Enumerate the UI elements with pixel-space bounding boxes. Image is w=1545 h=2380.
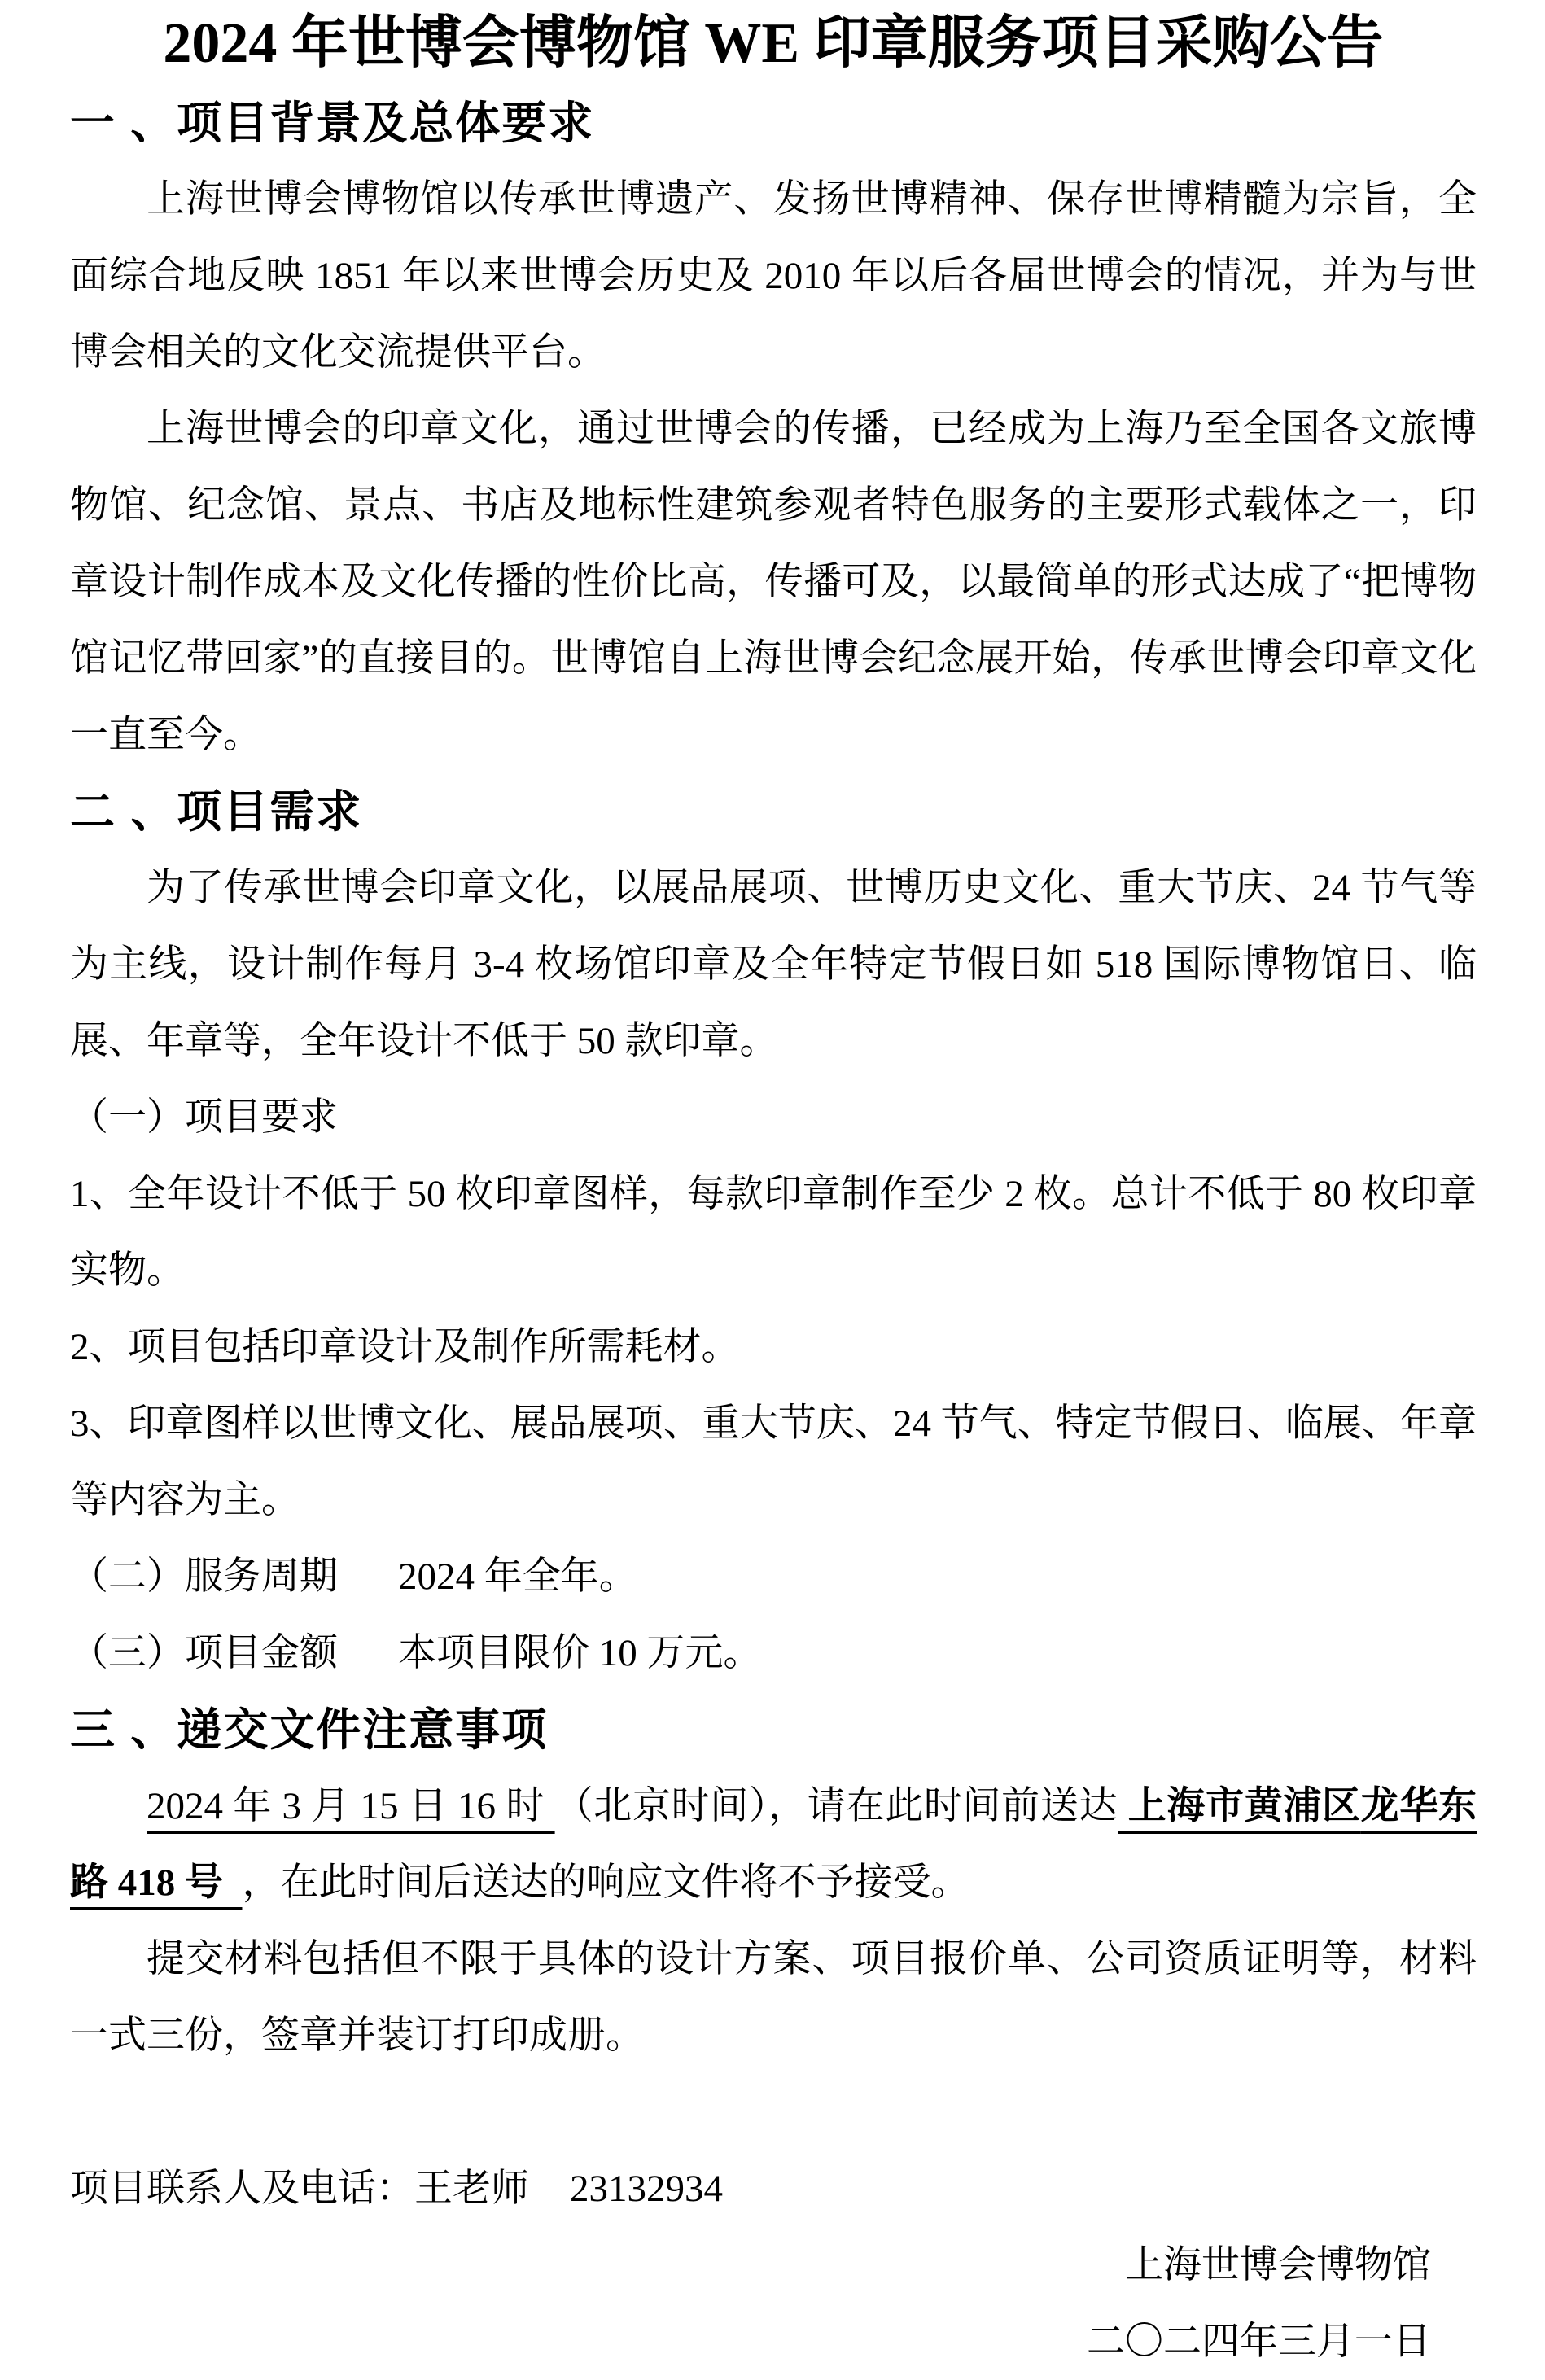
deadline-tail: ，在此时间后送达的响应文件将不予接受。: [242, 1862, 969, 1904]
project-amount-value: 本项目限价 10 万元。: [398, 1632, 762, 1674]
section3-materials-paragraph: 提交材料包括但不限于具体的设计方案、项目报价单、公司资质证明等，材料一式三份，签章并装订打印成册。: [70, 1938, 1477, 2057]
contact-label: 项目联系人及电话：: [70, 2168, 414, 2210]
section2-service-period-line: [70, 1538, 1477, 1615]
section3-heading: 三 、递交文件注意事项: [70, 1704, 549, 1755]
section1-paragraph-1: 上海世博会博物馆以传承世博遗产、发扬世博精神、保存世博精髓为宗旨，全面综合地反映 1851 年以来世博会历史及 2010 年以后各届世博会的情况，并为与世博会相关的文化交流提供平台。: [70, 178, 1477, 374]
section2-requirements-label: （一）项目要求: [70, 1096, 338, 1139]
blank-line: [70, 2074, 1477, 2150]
address-district: 上海市黄浦区: [1118, 1785, 1361, 1827]
section2-item-3: 3、印章图样以世博文化、展品展项、重大节庆、24 节气、特定节假日、临展、年章等内容为主。: [70, 1402, 1477, 1521]
deadline-datetime: 2024 年 3 月 15 日 16 时: [147, 1785, 555, 1827]
service-period-value: 2024 年全年。: [398, 1555, 637, 1598]
section2-heading: 二 、项目需求: [70, 786, 363, 837]
section1-paragraph-2: 上海世博会的印章文化，通过世博会的传播，已经成为上海乃至全国各文旅博物馆、纪念馆、景点、书店及地标性建筑参观者特色服务的主要形式载体之一，印章设计制作成本及文化传播的性价比高，传播可及，以最简单的形式达成了“把博物馆记忆带回家”的直接目的。世博馆自上海世博会纪念展开始，传承世博会印章文化一直至今。: [70, 408, 1477, 756]
section2-intro-paragraph: 为了传承世博会印章文化，以展品展项、世博历史文化、重大节庆、24 节气等为主线，设计制作每月 3-4 枚场馆印章及全年特定节假日如 518 国际博物馆日、临展、年章等，全年设计不低于 50 款印章。: [70, 867, 1477, 1062]
project-amount-label: （三）项目金额: [70, 1632, 338, 1674]
address-street: 龙华东路 418 号: [70, 1785, 1477, 1904]
contact-name: 王老师: [414, 2168, 529, 2210]
section2-item-2: 2、项目包括印章设计及制作所需耗材。: [70, 1326, 740, 1368]
section2-project-amount-line: [70, 1615, 1477, 1691]
signature-date: 二〇二四年三月一日: [1087, 2321, 1431, 2363]
section3-deadline-paragraph: [70, 1768, 1477, 1921]
contact-phone: 23132934: [570, 2168, 723, 2210]
section1-heading: 一 、项目背景及总体要求: [70, 98, 595, 148]
signature-organization: 上海世博会博物馆: [1125, 2244, 1431, 2286]
deadline-note: （北京时间），请在此时间前送达: [554, 1785, 1118, 1827]
section2-item-1: 1、全年设计不低于 50 枚印章图样，每款印章制作至少 2 枚。总计不低于 80 枚印章实物。: [70, 1173, 1477, 1292]
service-period-label: （二）服务周期: [70, 1555, 338, 1598]
page-title: 2024 年世博会博物馆 WE 印章服务项目采购公告: [163, 12, 1384, 75]
contact-line: [70, 2150, 1477, 2227]
